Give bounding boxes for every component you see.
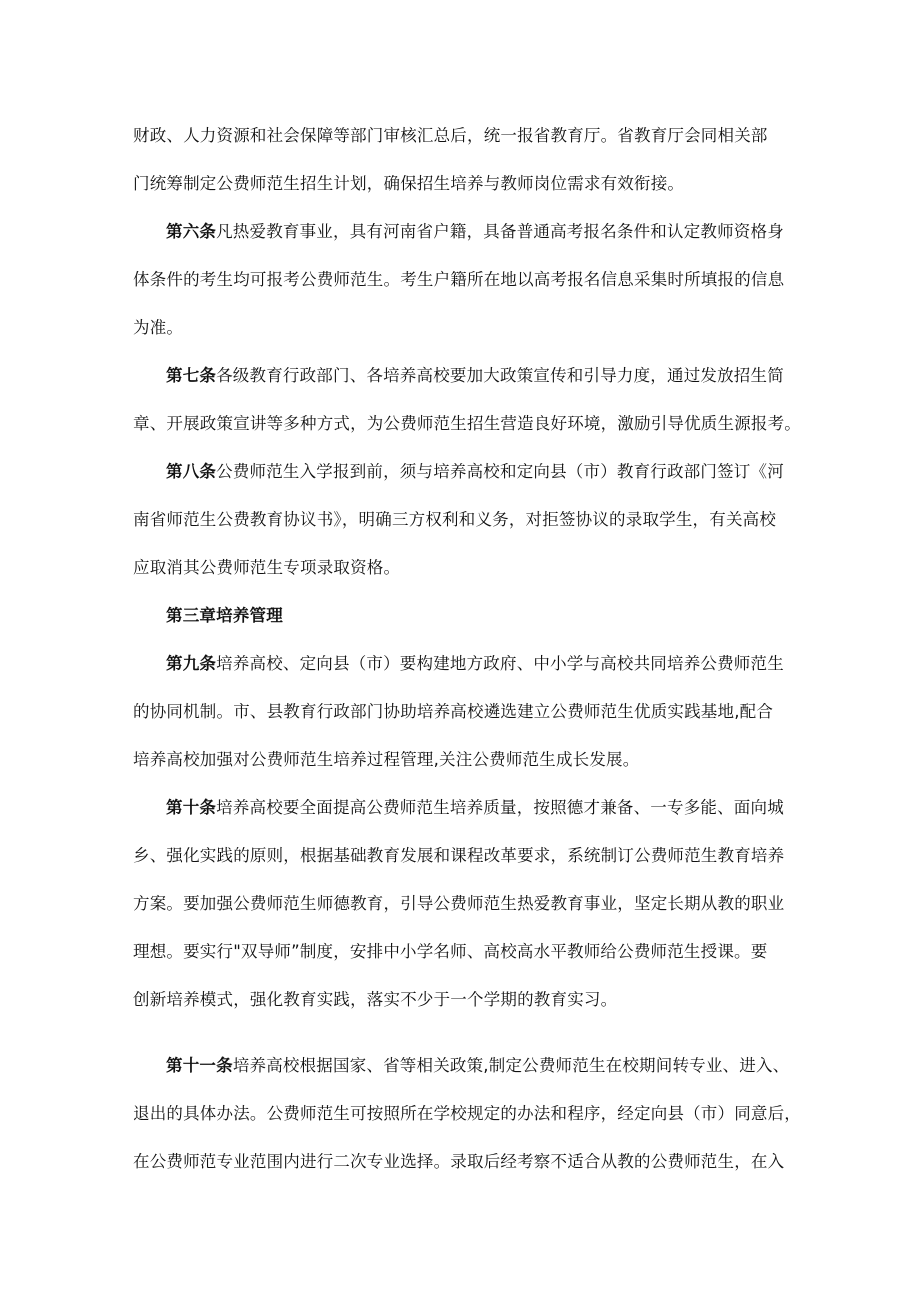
paragraph-text: 凡热爱教育事业，具有河南省户籍，具备普通高考报名条件和认定教师资格身 xyxy=(216,222,784,241)
paragraph-line: 体条件的考生均可报考公费师范生。考生户籍所在地以高考报名信息采集时所填报的信息 xyxy=(133,270,785,289)
article-9-heading: 第九条 xyxy=(166,654,217,673)
article-6-heading: 第六条 xyxy=(166,222,217,241)
paragraph-line: 理想。要实行"双导师”制度，安排中小学名师、高校高水平教师给公费师范生授课。要 xyxy=(133,942,768,961)
article-7-heading: 第七条 xyxy=(166,366,217,385)
paragraph-line: 应取消其公费师范生专项录取资格。 xyxy=(133,558,401,577)
paragraph-line: 南省师范生公费教育协议书》，明确三方权利和义务，对拒签协议的录取学生，有关高校 xyxy=(133,510,777,529)
paragraph-line: 培养高校加强对公费师范生培养过程管理,关注公费师范生成长发展。 xyxy=(133,750,640,769)
paragraph-line: 乡、强化实践的原则，根据基础教育发展和课程改革要求，系统制订公费师范生教育培养 xyxy=(133,846,785,865)
paragraph-line: 退出的具体办法。公费师范生可按照所在学校规定的办法和程序，经定向县（市）同意后， xyxy=(133,1104,801,1123)
article-8-first-line xyxy=(166,460,836,484)
article-11-first-line xyxy=(166,1054,836,1078)
paragraph-text: 各级教育行政部门、各培养高校要加大政策宣传和引导力度，通过发放招生简 xyxy=(216,366,784,385)
paragraph-line: 在公费师范专业范围内进行二次专业选择。录取后经考察不适合从教的公费师范生，在入 xyxy=(133,1152,785,1171)
article-11-heading: 第十一条 xyxy=(166,1056,233,1075)
paragraph-text: 培养高校、定向县（市）要构建地方政府、中小学与高校共同培养公费师范生 xyxy=(216,654,784,673)
chapter-3-heading: 第三章培养管理 xyxy=(166,606,283,625)
paragraph-line: 创新培养模式，强化教育实践，落实不少于一个学期的教育实习。 xyxy=(133,990,618,1009)
paragraph-line: 财政、人力资源和社会保障等部门审核汇总后，统一报省教育厅。省教育厅会同相关部 xyxy=(133,126,768,145)
paragraph-text: 培养高校要全面提高公费师范生培养质量，按照德才兼备、一专多能、面向城 xyxy=(216,798,784,817)
paragraph-line: 门统筹制定公费师范生招生计划，确保招生培养与教师岗位需求有效衔接。 xyxy=(133,174,685,193)
paragraph-line: 章、开展政策宣讲等多种方式，为公费师范生招生营造良好环境，激励引导优质生源报考。 xyxy=(133,414,801,433)
paragraph-line: 方案。要加强公费师范生师德教育，引导公费师范生热爱教育事业，坚定长期从教的职业 xyxy=(133,894,785,913)
article-9-first-line xyxy=(166,652,836,676)
article-10-first-line xyxy=(166,796,836,820)
article-8-heading: 第八条 xyxy=(166,462,217,481)
paragraph-line: 为准。 xyxy=(133,318,184,337)
article-6-first-line xyxy=(166,220,836,244)
paragraph-line: 的协同机制。市、县教育行政部门协助培养高校遴选建立公费师范生优质实践基地,配合 xyxy=(133,702,774,721)
article-10-heading: 第十条 xyxy=(166,798,217,817)
paragraph-text: 公费师范生入学报到前，须与培养高校和定向县（市）教育行政部门签订《河 xyxy=(216,462,784,481)
paragraph-text: 培养高校根据国家、省等相关政策,制定公费师范生在校期间转专业、进入、 xyxy=(232,1056,790,1075)
article-7-first-line xyxy=(166,364,836,388)
